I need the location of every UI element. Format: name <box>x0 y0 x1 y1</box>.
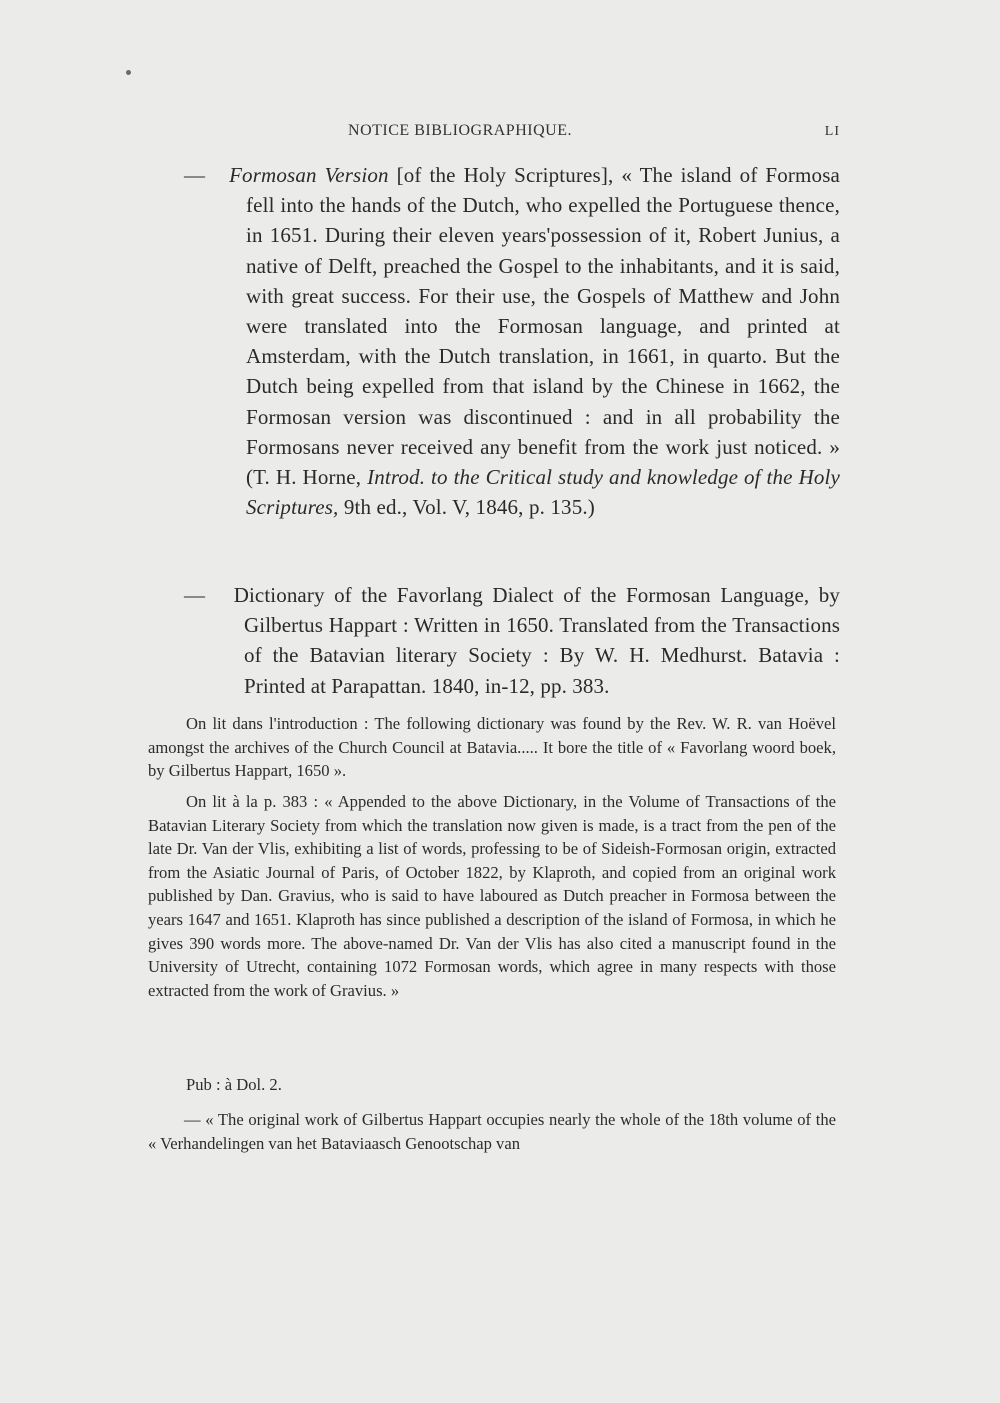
entry-dash: — <box>184 583 206 607</box>
note-text: On lit dans l'introduction : The following dictionary was found by the Rev. W. R. van Hoëvel amongst the archives of the Church Council at Batavia..... It bore the title of « Favorlang woord boek, by Gilbertus Happart, 1650 ». <box>148 714 836 781</box>
entry-text: [of the Holy Scriptures], « The island of Formosa fell into the hands of the Dutch, who expelled the Portuguese thence, in 1651. During their eleven years'possession of it, Robert Junius, a native of Delft, preached the Gospel to the inhabitants, and it is said, with great success. For their use, the Gospels of Matthew and John were translated into the Formosan language, and printed at Amsterdam, with the Dutch translation, in 1661, in quarto. But the Dutch being expelled from that island by the Chinese in 1662, the Formosan version was discontinued : and in all probability the Formosans never received any benefit from the work just noticed. » (T. H. Horne, <box>246 163 840 490</box>
note-text: — « The original work of Gilbertus Happart occupies nearly the whole of the 18th volume of the « Verhandelingen van het Bataviaasch Genootschap van <box>148 1110 836 1153</box>
entry-paragraph <box>184 580 840 701</box>
ink-speck <box>126 70 131 75</box>
note-text: Pub : à Dol. 2. <box>186 1075 282 1094</box>
running-title: NOTICE BIBLIOGRAPHIQUE. <box>348 122 572 139</box>
entry-citation-title: Introd. to the Critical study and knowledge of the Holy Scriptures, <box>246 465 840 520</box>
entry-paragraph <box>184 160 840 522</box>
note-introduction <box>148 712 836 783</box>
note-publication <box>148 1073 836 1097</box>
entry-text: Dictionary of the Favorlang Dialect of the Formosan Language, by Gilbertus Happart : Written in 1650. Translated from the Transactions of the Batavian literary Society : By W. H. Medhurst. Batavia : Printed at Parapattan. 1840, in-12, pp. 383. <box>233 583 840 698</box>
bibliography-entry-favorlang-dictionary <box>150 580 840 701</box>
note-text: On lit à la p. 383 : « Appended to the above Dictionary, in the Volume of Transactions of the Batavian Literary Society from which the translation now given is made, is a tract from the pen of the late Dr. Van der Vlis, exhibiting a list of words, professing to be of Sideish-Formosan origin, extracted from the Asiatic Journal of Paris, of October 1822, by Klaproth, and copied from an original work published by Dan. Gravius, who is said to have laboured as Dutch preacher in Formosa between the years 1647 and 1651. Klaproth has since published a description of the island of Formosa, in which he gives 390 words more. The above-named Dr. Van der Vlis has also cited a manuscript found in the University of Utrecht, containing 1072 Formosan words, which agree in many respects with those extracted from the work of Gravius. » <box>148 792 836 1000</box>
entry-citation-details: 9th ed., Vol. V, 1846, p. 135.) <box>338 495 595 520</box>
page-number: LI <box>824 124 840 139</box>
bibliography-entry-formosan-version <box>150 160 840 522</box>
note-page-383 <box>148 790 836 1002</box>
entry-title: Formosan Version <box>229 163 389 187</box>
entry-dash: — <box>184 163 206 187</box>
note-original-work <box>148 1108 836 1155</box>
page-header <box>150 122 840 146</box>
